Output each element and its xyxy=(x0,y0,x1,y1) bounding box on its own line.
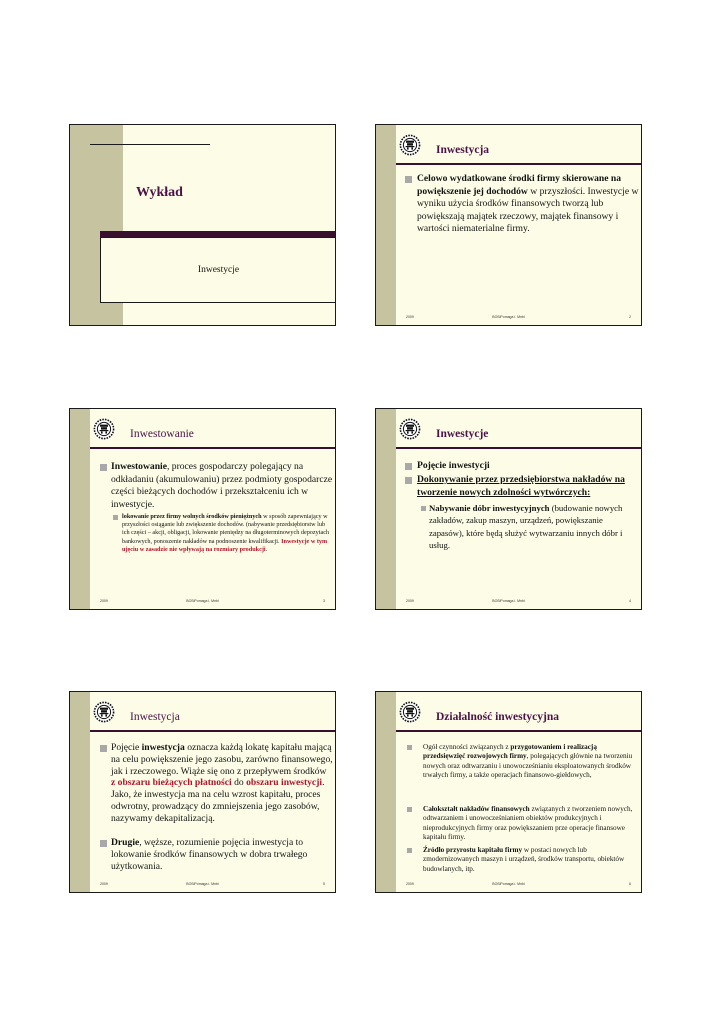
red-phrase: z obszaru bieżących płatności xyxy=(111,777,232,789)
text-rest: , proces gospodarczy polegający na odkładaniu (akumulowaniu) przez podmioty gospodarcze części bieżących dochodów i przekształceniu ich w inwestycje. xyxy=(111,461,333,510)
slide-1 xyxy=(69,124,336,326)
bold-phrase: przygotowaniem i realizacją przedsięwzięć rozwojowych firmy xyxy=(423,743,597,761)
sub-bullet-text xyxy=(122,513,330,554)
slide-title: Wykład xyxy=(136,185,183,200)
bullet-text xyxy=(111,837,333,872)
slide-5 xyxy=(69,691,336,893)
bullet-square-icon xyxy=(405,463,412,470)
olive-sidebar xyxy=(70,409,90,609)
bullet-square-icon xyxy=(407,848,412,853)
bullet-text xyxy=(423,743,635,780)
university-emblem-icon xyxy=(399,418,421,440)
title-rule xyxy=(396,447,642,449)
footer-date: 2009 xyxy=(100,599,108,603)
slide-6 xyxy=(375,691,642,893)
subtitle-box xyxy=(100,237,336,303)
olive-sidebar xyxy=(376,409,396,609)
slide-title: Inwestycja xyxy=(436,144,490,156)
bullet-square-icon xyxy=(100,745,107,752)
sub-bullet-square-icon xyxy=(113,515,118,520)
university-emblem-icon xyxy=(93,701,115,723)
top-rule xyxy=(90,144,210,145)
text-part: oznacza każdą lokatę kapitału mającą na celu powiększenie jego zasobu, zarówno finansowego, jak i rzeczowego. Wiąże się ono z przepływem środków xyxy=(111,742,333,777)
text-rest: w postaci nowych lub zmodernizowanych maszyn i urządzeń, środków transportu, obiektów budowlanych, itp. xyxy=(423,846,625,873)
slide-title: Działalność inwestycyjna xyxy=(436,711,559,723)
olive-sidebar xyxy=(70,692,90,892)
bullet-text xyxy=(417,173,639,236)
bold-phrase: Źródło przyrostu kapitału firmy xyxy=(423,846,523,854)
bullet-text xyxy=(423,846,635,874)
bullet-text: Pojęcie inwestycji xyxy=(417,460,490,471)
page-number: 3 xyxy=(323,599,325,603)
footer-date: 2009 xyxy=(406,599,414,603)
bold-phrase: Inwestowanie xyxy=(111,461,167,472)
bold-phrase: Drugie xyxy=(111,837,140,848)
university-emblem-icon xyxy=(93,418,115,440)
footer-center: BOSiPomaga i. Mnbi xyxy=(492,599,525,603)
bold-phrase: inwestycja xyxy=(141,742,185,753)
page-number: 5 xyxy=(323,882,325,886)
slide-title: Inwestycje xyxy=(436,428,489,440)
university-emblem-icon xyxy=(399,701,421,723)
olive-sidebar xyxy=(376,692,396,892)
slide-4 xyxy=(375,408,642,610)
text-part: Pojęcie xyxy=(111,742,142,753)
title-rule xyxy=(396,730,642,732)
bullet-text: Dokonywanie przez przedsiębiorstwa nakładów na tworzenie nowych zdolności wytwórczych: xyxy=(417,474,625,498)
bullet-square-icon xyxy=(100,840,107,847)
footer-center: BOSiPomaga i. Mnbi xyxy=(492,882,525,886)
slide-title: Inwestowanie xyxy=(130,428,194,440)
bullet-square-icon xyxy=(405,477,412,484)
bullet-square-icon xyxy=(407,807,412,812)
page-number: 2 xyxy=(629,315,631,319)
text-rest: , węższe, rozumienie pojęcia inwestycja to lokowanie środków finansowych w dobra trwałego użytkowania. xyxy=(111,837,308,872)
bullet-square-icon xyxy=(405,176,412,183)
sub-bullet-square-icon xyxy=(421,506,426,511)
title-rule xyxy=(90,730,336,732)
page-number: 6 xyxy=(629,882,631,886)
bullet-square-icon xyxy=(407,745,412,750)
title-rule xyxy=(396,163,642,165)
text-end: . xyxy=(265,545,268,553)
text-part: . Jako, że inwestycja ma na celu wzrost kapitału, proces odwrotny, prowadzący do zmniejszenia jego zasobów, nazywamy dekapitalizacją. xyxy=(111,777,325,824)
slide-subtitle: Inwestycje xyxy=(197,265,240,275)
bold-phrase: Nabywanie dóbr inwestycyjnych xyxy=(429,503,550,513)
bullet-square-icon xyxy=(100,464,107,471)
text-part: do xyxy=(231,777,247,789)
bullet-text xyxy=(423,805,635,842)
title-rule xyxy=(90,447,336,449)
bold-phrase: Całokształt nakładów finansowych xyxy=(423,805,530,813)
footer-center: BOSiPomaga i. Mnbi xyxy=(186,599,219,603)
footer-date: 2009 xyxy=(406,882,414,886)
footer-center: BOSiPomaga i. Mnbi xyxy=(492,315,525,319)
red-phrase: Inwestycje w tym ujęciu w zasadzie nie wpływają na rozmiary produkcji xyxy=(122,537,328,553)
bullet-text xyxy=(111,742,333,825)
olive-sidebar xyxy=(376,125,396,325)
bold-phrase: Celowo wydatkowane środki firmy skierowane na powiększenie jej dochodów xyxy=(417,173,622,197)
bullet-text xyxy=(111,461,333,511)
red-phrase: obszaru inwestycji xyxy=(246,777,323,789)
bold-phrase: lokowanie przez firmy wolnych środków pieniężnych xyxy=(122,513,262,520)
footer-date: 2009 xyxy=(406,315,414,319)
text-rest: w przyszłości. Inwestycje w wyniku użycia środków finansowych tworzą lub powiększają majątek rzeczowy, majątek finansowy i wartości niematerialne firmy. xyxy=(417,185,639,235)
text-rest: , polegających głównie na tworzeniu nowych oraz odtwarzaniu i unowocześnianiu eksploatowanych środków trwałych firmy, a także operacjach finansowo-giełdowych, xyxy=(423,752,633,779)
text-rest: związanych z tworzeniem nowych, odtwarzaniem i unowocześnianiem obiektów produkcyjnych i nieprodukcyjnych firmy oraz powiększaniem prze operacje finansowe kapitału firmy. xyxy=(423,805,633,841)
slide-title: Inwestycja xyxy=(130,711,180,723)
footer-date: 2009 xyxy=(100,882,108,886)
university-emblem-icon xyxy=(399,134,421,156)
text-rest: (budowanie nowych zakładów, zakup maszyn, urządzeń, powiększanie zapasów), które będą służyć wytwarzaniu innych dóbr i usług. xyxy=(429,503,623,551)
text-part: Ogół czynności związanych z xyxy=(423,743,511,751)
footer-center: BOSiPomaga i. Mnbi xyxy=(186,882,219,886)
sub-bullet-text xyxy=(429,502,629,552)
text-rest: w sposób zapewniający w przyszłości osiąganie lub zwiększenie dochodów. (nabywanie przedsiębiorstw lub ich części – akcji, obligacji, lokowanie pieniędzy na długoterminowych depozytach bankowych, ponoszenie nakładów na podnoszenie kwalifikacji. xyxy=(122,513,330,545)
page-number: 4 xyxy=(629,599,631,603)
slide-3 xyxy=(69,408,336,610)
slide-2 xyxy=(375,124,642,326)
